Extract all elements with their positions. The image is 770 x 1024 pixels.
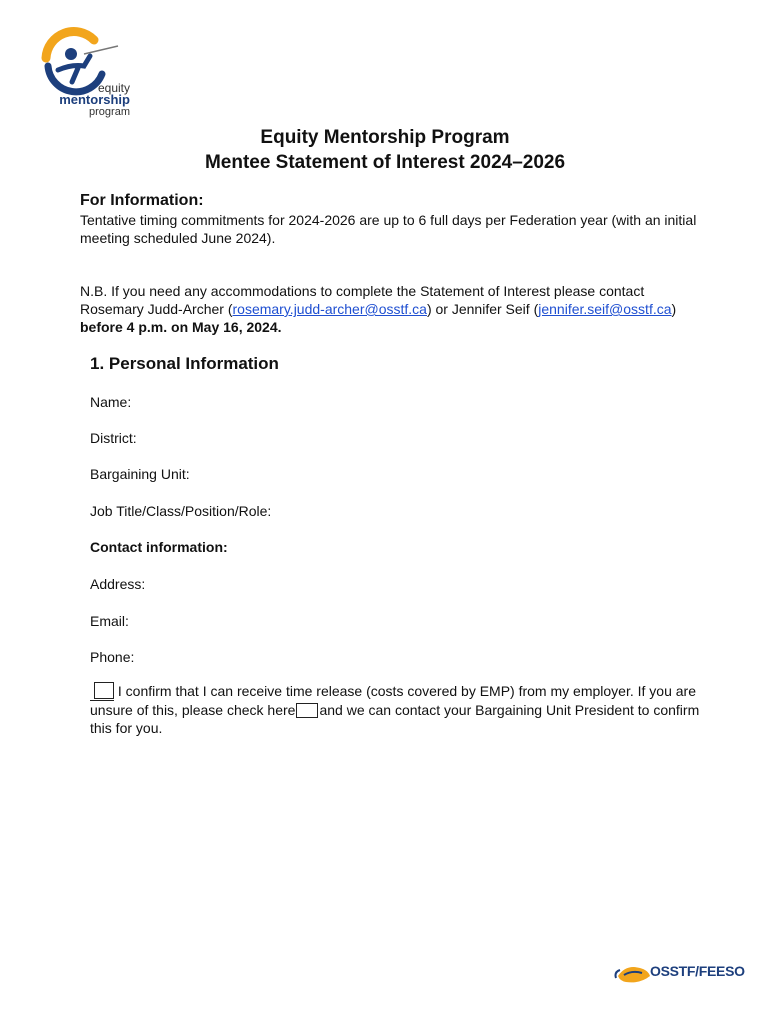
document-title: Equity Mentorship Program (260, 127, 510, 148)
osstf-feeso-wordmark: OSSTF/FEESO (650, 963, 745, 979)
time-release-checkbox-wrap (90, 682, 114, 701)
job-title-label: Job Title/Class/Position/Role: (90, 503, 272, 519)
logo-line-equity: equity (97, 81, 130, 95)
phone-label: Phone: (90, 649, 135, 665)
email-link-jennifer[interactable]: jennifer.seif@osstf.ca (538, 301, 672, 317)
logo-line-program: program (89, 106, 130, 118)
logo-line-mentorship: mentorship (59, 92, 130, 107)
nb-mid: ) or Jennifer Seif ( (426, 301, 539, 317)
accommodations-paragraph (80, 282, 700, 336)
district-label: District: (90, 430, 137, 446)
email-label: Email: (90, 613, 129, 629)
unsure-checkbox[interactable] (296, 703, 318, 718)
name-label: Name: (90, 394, 132, 410)
email-link-rosemary[interactable]: rosemary.judd-archer@osstf.ca (232, 301, 427, 317)
contact-information-label: Contact information: (90, 539, 228, 555)
confirm-text: I confirm that I can receive time release (costs covered by EMP) from my employer. If you are unsure of this, please check here (90, 683, 696, 718)
nb-prefix: N.B. If you need any accommodations to complete the Statement of Interest please contact Rosemary Judd-Archer ( (80, 283, 645, 317)
confirm-text-2: and we can contact your Bargaining Unit President to confirm this for you. (90, 702, 700, 736)
bargaining-unit-label: Bargaining Unit: (90, 466, 190, 482)
deadline-text: before 4 p.m. on May 16, 2024. (80, 319, 282, 335)
nb-mid2: ) (671, 301, 677, 317)
document-subtitle: Mentee Statement of Interest 2024–2026 (204, 152, 566, 173)
time-release-confirmation (90, 682, 710, 737)
logo-wordmark (38, 82, 130, 118)
for-information-heading: For Information: (80, 192, 204, 209)
time-release-checkbox[interactable] (94, 682, 114, 699)
personal-information-heading: 1. Personal Information (90, 354, 279, 373)
address-label: Address: (90, 576, 146, 592)
timing-paragraph: Tentative timing commitments for 2024-2026 are up to 6 full days per Federation year (with an initial meeting scheduled June 2024). (80, 212, 697, 246)
